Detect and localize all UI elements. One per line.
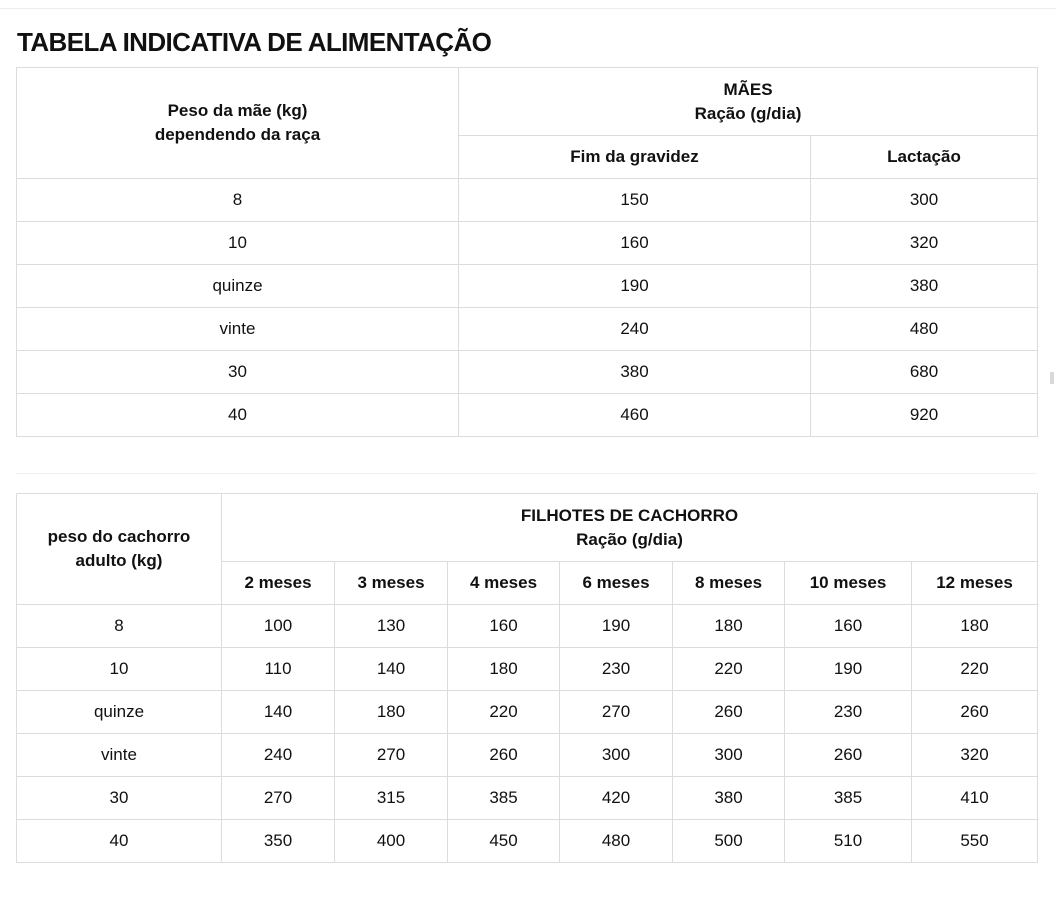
table-row: [17, 648, 1038, 691]
table-row: [17, 777, 1038, 820]
value-cell: 270: [560, 691, 673, 734]
table-row: [17, 308, 1038, 351]
weight-cell: quinze: [17, 691, 222, 734]
value-cell: 380: [459, 351, 811, 394]
column-header: 12 meses: [912, 562, 1038, 605]
value-cell: 230: [785, 691, 912, 734]
puppies-weight-header-line2: adulto (kg): [75, 551, 163, 570]
scrollbar-mark: [1050, 372, 1054, 384]
puppies-header-row: [17, 494, 1038, 562]
value-cell: 350: [222, 820, 335, 863]
mothers-feeding-table: [16, 67, 1038, 437]
puppies-feeding-table: [16, 493, 1038, 863]
value-cell: 460: [459, 394, 811, 437]
value-cell: 220: [912, 648, 1038, 691]
value-cell: 270: [335, 734, 448, 777]
weight-cell: vinte: [17, 308, 459, 351]
column-header: 3 meses: [335, 562, 448, 605]
value-cell: 300: [560, 734, 673, 777]
value-cell: 510: [785, 820, 912, 863]
puppies-weight-header-line1: peso do cachorro: [47, 527, 191, 546]
value-cell: 100: [222, 605, 335, 648]
value-cell: 300: [673, 734, 785, 777]
value-cell: 270: [222, 777, 335, 820]
table-row: [17, 820, 1038, 863]
top-divider: [0, 8, 1056, 9]
weight-cell: quinze: [17, 265, 459, 308]
value-cell: 450: [448, 820, 560, 863]
table-row: [17, 351, 1038, 394]
table-row: [17, 265, 1038, 308]
value-cell: 190: [560, 605, 673, 648]
value-cell: 180: [448, 648, 560, 691]
weight-cell: 10: [17, 222, 459, 265]
value-cell: 410: [912, 777, 1038, 820]
mothers-group-header: [459, 68, 1038, 136]
weight-cell: 8: [17, 605, 222, 648]
table-row: [17, 179, 1038, 222]
value-cell: 160: [448, 605, 560, 648]
mothers-weight-header-line2: dependendo da raça: [154, 125, 321, 144]
section-divider: [16, 473, 1037, 474]
column-header: 4 meses: [448, 562, 560, 605]
mothers-group-unit: Ração (g/dia): [694, 103, 802, 123]
value-cell: 220: [673, 648, 785, 691]
value-cell: 420: [560, 777, 673, 820]
column-header: Lactação: [811, 136, 1038, 179]
weight-cell: 40: [17, 820, 222, 863]
value-cell: 320: [912, 734, 1038, 777]
mothers-weight-header-line1: Peso da mãe (kg): [167, 101, 308, 120]
value-cell: 190: [785, 648, 912, 691]
weight-cell: 8: [17, 179, 459, 222]
table-row: [17, 734, 1038, 777]
value-cell: 230: [560, 648, 673, 691]
weight-cell: 10: [17, 648, 222, 691]
value-cell: 315: [335, 777, 448, 820]
value-cell: 380: [673, 777, 785, 820]
value-cell: 140: [335, 648, 448, 691]
value-cell: 110: [222, 648, 335, 691]
value-cell: 300: [811, 179, 1038, 222]
value-cell: 260: [912, 691, 1038, 734]
value-cell: 550: [912, 820, 1038, 863]
weight-cell: 40: [17, 394, 459, 437]
page-title: TABELA INDICATIVA DE ALIMENTAÇÃO: [17, 27, 492, 57]
puppies-group-unit: Ração (g/dia): [576, 529, 683, 549]
weight-cell: 30: [17, 351, 459, 394]
value-cell: 480: [811, 308, 1038, 351]
value-cell: 260: [785, 734, 912, 777]
value-cell: 260: [448, 734, 560, 777]
value-cell: 680: [811, 351, 1038, 394]
column-header: 8 meses: [673, 562, 785, 605]
value-cell: 385: [785, 777, 912, 820]
mothers-weight-header: [17, 68, 459, 179]
value-cell: 180: [912, 605, 1038, 648]
column-header: Fim da gravidez: [459, 136, 811, 179]
puppies-group-title: FILHOTES DE CACHORRO: [520, 505, 739, 525]
mothers-group-title: MÃES: [723, 79, 773, 99]
value-cell: 500: [673, 820, 785, 863]
table-row: [17, 605, 1038, 648]
value-cell: 260: [673, 691, 785, 734]
puppies-group-header: [222, 494, 1038, 562]
weight-cell: vinte: [17, 734, 222, 777]
value-cell: 180: [673, 605, 785, 648]
value-cell: 480: [560, 820, 673, 863]
value-cell: 140: [222, 691, 335, 734]
value-cell: 380: [811, 265, 1038, 308]
value-cell: 240: [222, 734, 335, 777]
value-cell: 190: [459, 265, 811, 308]
value-cell: 150: [459, 179, 811, 222]
value-cell: 385: [448, 777, 560, 820]
value-cell: 240: [459, 308, 811, 351]
value-cell: 920: [811, 394, 1038, 437]
puppies-weight-header: [17, 494, 222, 605]
value-cell: 400: [335, 820, 448, 863]
value-cell: 220: [448, 691, 560, 734]
value-cell: 130: [335, 605, 448, 648]
value-cell: 160: [459, 222, 811, 265]
table-row: [17, 394, 1038, 437]
value-cell: 160: [785, 605, 912, 648]
mothers-header-row: [17, 68, 1038, 136]
column-header: 6 meses: [560, 562, 673, 605]
value-cell: 320: [811, 222, 1038, 265]
table-row: [17, 222, 1038, 265]
column-header: 10 meses: [785, 562, 912, 605]
column-header: 2 meses: [222, 562, 335, 605]
table-row: [17, 691, 1038, 734]
weight-cell: 30: [17, 777, 222, 820]
value-cell: 180: [335, 691, 448, 734]
